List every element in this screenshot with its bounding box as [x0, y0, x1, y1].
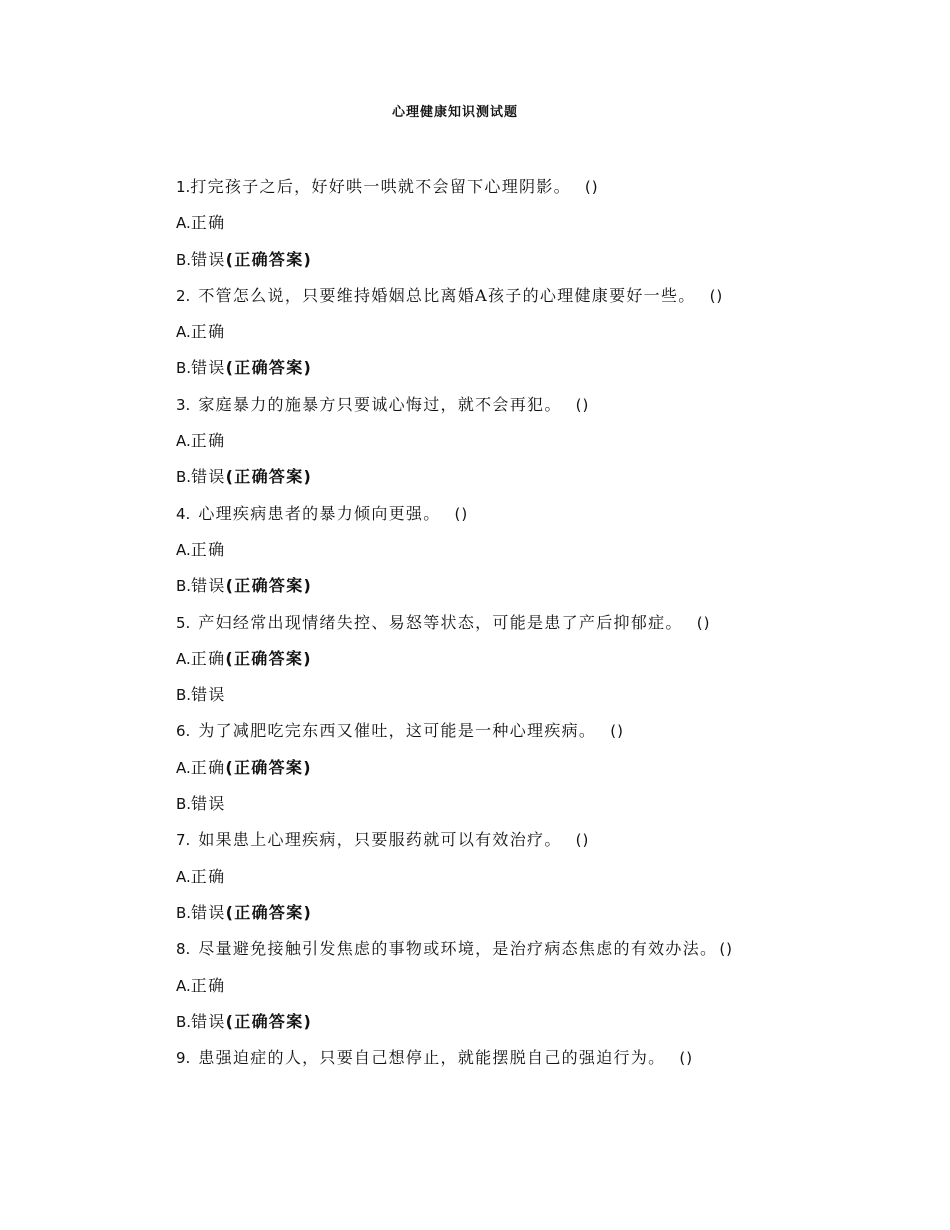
question-number: 6. — [176, 722, 191, 741]
answer-blank: () — [719, 940, 734, 959]
option-a — [176, 320, 916, 356]
question-stem: 不管怎么说，只要维持婚姻总比离婚A孩子的心理健康要好一些。 — [198, 285, 696, 305]
option-text: 错误 — [191, 794, 226, 814]
option-letter: A. — [176, 758, 191, 777]
question-8 — [176, 937, 916, 973]
question-stem: 如果患上心理疾病，只要服药就可以有效治疗。 — [198, 830, 562, 850]
option-text: 错误 — [191, 467, 226, 487]
question-stem: 尽量避免接触引发焦虑的事物或环境，是治疗病态焦虑的有效办法。 — [198, 939, 718, 959]
question-number: 1. — [176, 178, 191, 196]
correct-answer-tag: (正确答案) — [225, 648, 312, 668]
option-b — [176, 683, 916, 719]
question-5 — [176, 611, 916, 647]
option-a — [176, 647, 916, 683]
option-text: 错误 — [191, 902, 226, 922]
option-b — [176, 356, 916, 392]
answer-blank: () — [610, 722, 624, 741]
question-7 — [176, 828, 916, 864]
option-letter: B. — [176, 577, 192, 596]
option-letter: A. — [176, 432, 191, 451]
option-text: 错误 — [191, 358, 226, 378]
question-stem: 产妇经常出现情绪失控、易怒等状态，可能是患了产后抑郁症。 — [198, 612, 683, 632]
answer-blank: () — [584, 178, 599, 196]
option-text: 正确 — [190, 757, 226, 777]
option-b — [176, 901, 916, 937]
option-text: 正确 — [190, 213, 226, 233]
question-stem: 打完孩子之后，好好哄一哄就不会留下心理阴影。 — [190, 177, 571, 196]
option-letter: B. — [176, 250, 192, 269]
answer-blank: () — [454, 504, 469, 523]
correct-answer-tag: (正确答案) — [225, 902, 313, 922]
option-a — [176, 538, 916, 574]
correct-answer-tag: (正确答案) — [225, 757, 312, 777]
answer-blank: () — [679, 1049, 694, 1068]
question-number: 8. — [176, 940, 191, 959]
correct-answer-tag: (正确答案) — [225, 358, 313, 378]
question-1 — [176, 175, 916, 211]
answer-blank: () — [575, 831, 590, 850]
option-letter: A. — [176, 540, 191, 559]
answer-blank: () — [696, 613, 711, 632]
correct-answer-tag: (正确答案) — [225, 1011, 313, 1031]
option-text: 正确 — [190, 431, 226, 451]
correct-answer-tag: (正确答案) — [225, 467, 313, 487]
option-a — [176, 429, 916, 465]
question-stem: 为了减肥吃完东西又催吐，这可能是一种心理疾病。 — [198, 721, 597, 741]
question-3 — [176, 393, 916, 429]
option-letter: A. — [176, 214, 191, 233]
option-letter: B. — [176, 686, 192, 705]
option-b — [176, 574, 916, 610]
question-2 — [176, 284, 916, 320]
option-letter: A. — [176, 976, 191, 995]
question-number: 9. — [176, 1049, 191, 1068]
question-number: 7. — [176, 831, 191, 850]
question-number: 3. — [176, 395, 191, 414]
option-b — [176, 465, 916, 501]
question-number: 2. — [176, 286, 191, 305]
answer-blank: () — [709, 286, 724, 305]
option-text: 错误 — [191, 576, 226, 596]
option-text: 正确 — [190, 322, 226, 342]
question-stem: 患强迫症的人，只要自己想停止，就能摆脱自己的强迫行为。 — [198, 1048, 666, 1068]
option-text: 错误 — [191, 685, 226, 705]
option-letter: A. — [176, 649, 191, 668]
option-letter: A. — [176, 867, 191, 886]
option-a — [176, 865, 916, 901]
option-a — [176, 974, 916, 1010]
question-6 — [176, 719, 916, 755]
option-a — [176, 211, 916, 247]
option-text: 错误 — [191, 249, 226, 269]
page-title: 心理健康知识测试题 — [391, 105, 518, 120]
option-letter: B. — [176, 795, 192, 814]
correct-answer-tag: (正确答案) — [225, 249, 313, 269]
question-number: 4. — [176, 504, 191, 523]
question-4 — [176, 502, 916, 538]
option-letter: B. — [176, 1012, 192, 1031]
question-list — [176, 175, 916, 1082]
option-letter: B. — [176, 903, 192, 922]
option-b — [176, 1010, 916, 1046]
option-letter: B. — [176, 359, 192, 378]
option-text: 正确 — [190, 975, 226, 995]
correct-answer-tag: (正确答案) — [225, 576, 313, 596]
question-9 — [176, 1046, 916, 1082]
answer-blank: () — [575, 395, 590, 414]
option-letter: A. — [176, 323, 191, 342]
question-stem: 心理疾病患者的暴力倾向更强。 — [198, 503, 441, 523]
option-text: 错误 — [191, 1011, 226, 1031]
question-number: 5. — [176, 613, 191, 632]
option-text: 正确 — [190, 866, 226, 886]
option-b — [176, 248, 916, 284]
option-text: 正确 — [190, 648, 226, 668]
option-a — [176, 756, 916, 792]
option-letter: B. — [176, 468, 192, 487]
question-stem: 家庭暴力的施暴方只要诚心悔过，就不会再犯。 — [198, 394, 562, 414]
option-b — [176, 792, 916, 828]
option-text: 正确 — [190, 539, 226, 559]
